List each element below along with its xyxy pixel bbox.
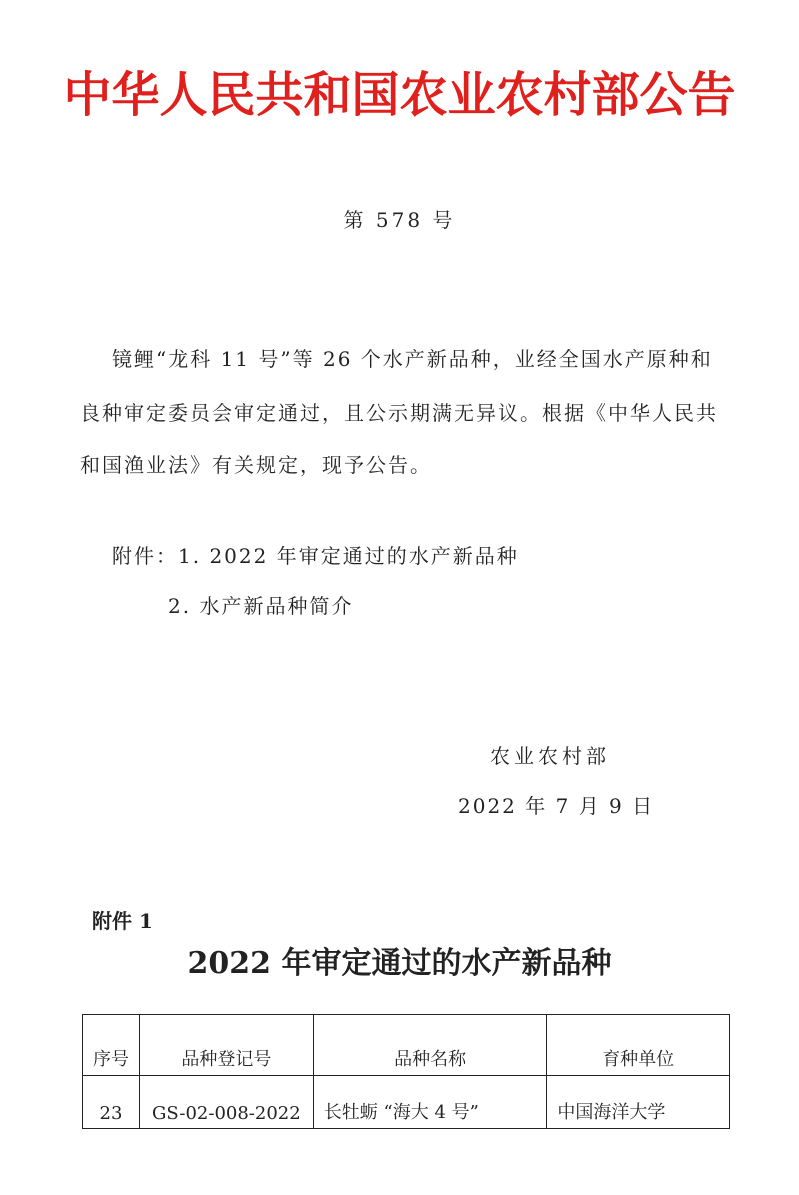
cell-breeder: 中国海洋大学 xyxy=(547,1076,730,1129)
attachment-list-item-2: 2. 水产新品种简介 xyxy=(168,594,354,618)
cell-serial: 23 xyxy=(83,1076,140,1129)
cell-variety-name: 长牡蛎 “海大 4 号” xyxy=(313,1076,547,1129)
variety-table xyxy=(82,1014,730,1129)
signature-organization: 农业农村部 xyxy=(490,744,610,768)
paragraph-line-1: 镜鲤“龙科 11 号”等 26 个水产新品种，业经全国水产原种和 xyxy=(112,347,713,371)
header-cell-serial: 序号 xyxy=(83,1015,140,1076)
header-cell-variety-name: 品种名称 xyxy=(313,1015,547,1076)
paragraph-line-2: 良种审定委员会审定通过，且公示期满无异议。根据《中华人民共 xyxy=(80,401,718,425)
attachment-list-item-1: 附件：1. 2022 年审定通过的水产新品种 xyxy=(112,544,519,568)
signature-date: 2022 年 7 月 9 日 xyxy=(458,794,655,818)
attachment-title: 2022 年审定通过的水产新品种 xyxy=(187,946,612,981)
cell-registration: GS-02-008-2022 xyxy=(139,1076,313,1129)
header-cell-breeder: 育种单位 xyxy=(547,1015,730,1076)
paragraph-line-3: 和国渔业法》有关规定，现予公告。 xyxy=(80,453,432,477)
table-row xyxy=(83,1076,730,1129)
table-header-row xyxy=(83,1015,730,1076)
attachment-label: 附件 1 xyxy=(92,909,153,933)
announcement-number: 第 578 号 xyxy=(343,208,456,232)
header-cell-registration: 品种登记号 xyxy=(139,1015,313,1076)
document-title: 中华人民共和国农业农村部公告 xyxy=(63,67,736,123)
